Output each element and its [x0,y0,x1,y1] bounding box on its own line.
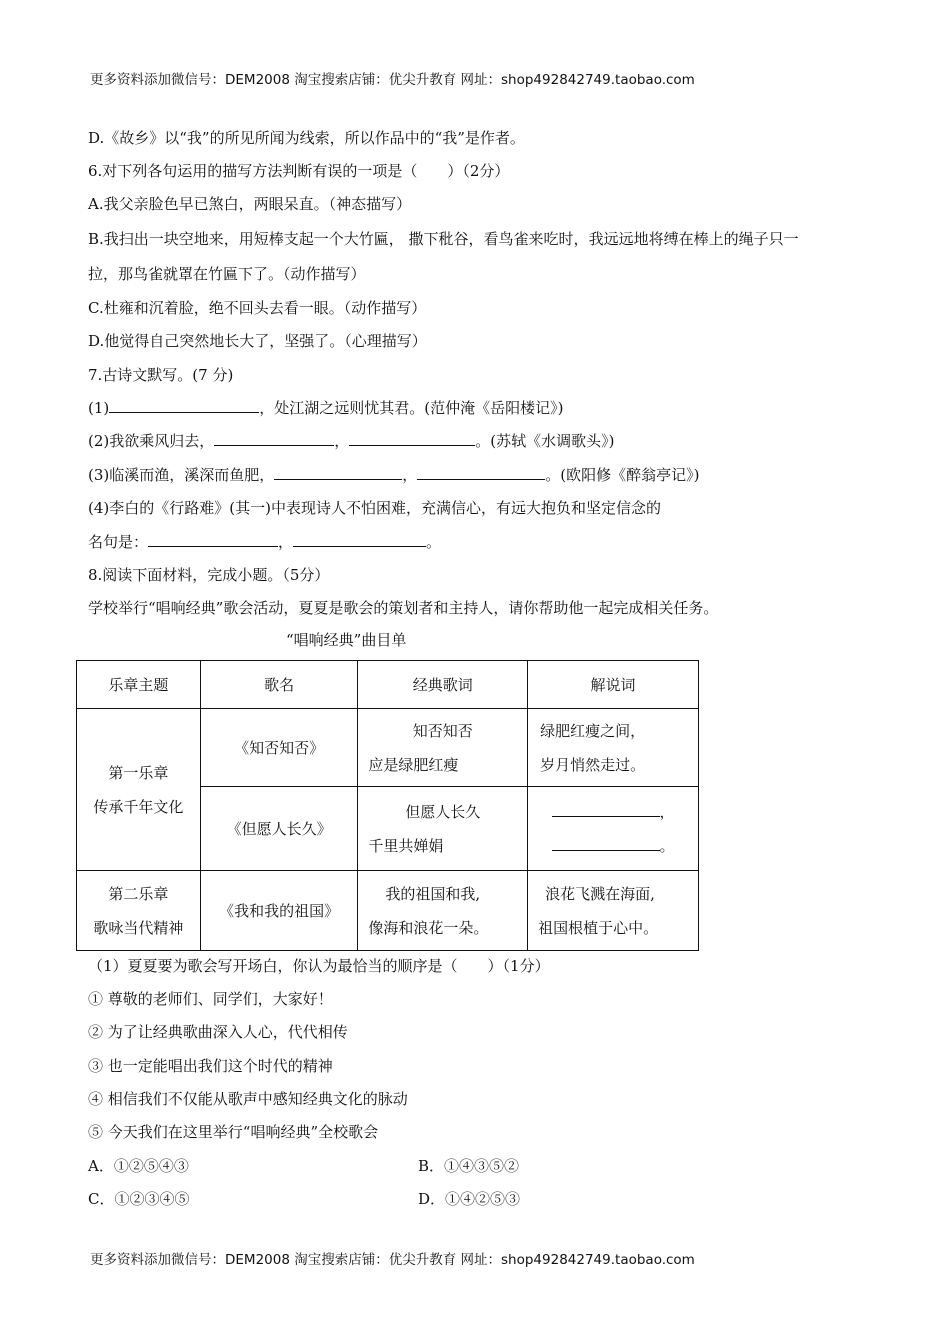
q7-item-2-comma: ， [334,432,350,450]
chapter-line: 第一乐章 [108,763,169,782]
song-list-table [76,660,699,951]
answer-blank[interactable] [148,532,278,547]
table-row [77,709,699,787]
q8-intro: 学校举行“唱响经典”歌会活动，夏夏是歌会的策划者和主持人，请你帮助他一起完成相关任务。 [88,599,719,617]
q6-option-d: D.他觉得自己突然地长大了，坚强了。（心理描写） [88,332,427,350]
choice-a[interactable]: A．①②⑤④③ [88,1157,189,1175]
opening-sentence: ④ 相信我们不仅能从歌声中感知经典文化的脉动 [88,1090,408,1108]
table-header-row [77,661,699,709]
choice-d[interactable]: D．①④②⑤③ [418,1190,521,1208]
chapter-cell [77,871,201,951]
opening-sentence: ⑤ 今天我们在这里举行“唱响经典”全校歌会 [88,1123,379,1141]
lyric-line: 像海和浪花一朵。 [368,918,489,937]
q8-sub1-stem: （1）夏夏要为歌会写开场白，你认为最恰当的顺序是（ ）（1分） [88,957,550,975]
answer-blank[interactable] [417,465,545,480]
q7-stem: 7.古诗文默写。(7 分) [88,366,234,384]
choice-b[interactable]: B．①④③⑤② [418,1157,520,1175]
lyric-line: 千里共婵娟 [368,836,444,855]
commentary-cell [528,871,699,951]
song-name-cell: 《知否知否》 [200,709,358,787]
opening-sentence: ③ 也一定能唱出我们这个时代的精神 [88,1057,333,1075]
commentary-line: 祖国根植于心中。 [538,918,659,937]
q6-option-c: C.杜雍和沉着脸，绝不回头去看一眼。（动作描写） [88,299,427,317]
q5-option-d: D.《故乡》以“我”的所见所闻为线索，所以作品中的“我”是作者。 [88,129,525,147]
lyric-line: 应是绿肥红瘦 [368,755,459,774]
q7-item-3-prefix: (3)临溪而渔，溪深而鱼肥， [88,466,275,484]
commentary-blank-line [528,795,698,829]
commentary-punct: ， [659,802,675,821]
q7-item-4-prefix: 名句是： [88,533,149,551]
q7-item-1-text: ，处江湖之远则忧其君。(范仲淹《岳阳楼记》) [259,399,564,417]
header-cell: 解说词 [528,661,699,709]
q7-item-3 [88,465,699,485]
commentary-line: 浪花飞溅在海面, [545,884,655,903]
answer-blank[interactable] [214,431,334,446]
q7-item-3-comma: ， [402,466,418,484]
q8-stem: 8.阅读下面材料，完成小题。（5分） [88,566,330,584]
q7-item-1-number: (1) [88,399,110,417]
q7-item-2 [88,431,614,451]
q7-item-4-comma: ， [278,533,294,551]
commentary-punct: 。 [659,836,675,855]
lyric-line: 知否知否 [412,721,473,740]
lyric-line: 我的祖国和我, [385,884,481,903]
choice-c[interactable]: C．①②③④⑤ [88,1190,190,1208]
song-name-cell: 《我和我的祖国》 [200,871,358,951]
song-name-cell: 《但愿人长久》 [200,787,358,871]
q6-option-b-line1: B.我扫出一块空地来，用短棒支起一个大竹匾， 撒下秕谷，看鸟雀来吃时，我远远地将缚在棒上的绳子只一 [88,230,799,248]
answer-blank[interactable] [552,836,660,851]
header-cell: 乐章主题 [77,661,201,709]
commentary-line: 岁月悄然走过。 [540,755,646,774]
commentary-line: 绿肥红瘦之间， [540,721,646,740]
q6-option-a: A.我父亲脸色早已煞白，两眼呆直。（神态描写） [88,195,412,213]
answer-blank[interactable] [109,398,259,413]
q7-item-4-line2 [88,532,441,552]
q7-item-2-prefix: (2)我欲乘风归去， [88,432,215,450]
table-row [77,871,699,951]
commentary-cell [528,709,699,787]
q6-stem: 6.对下列各句运用的描写方法判断有误的一项是（ ）（2分） [88,162,510,180]
chapter-line: 歌咏当代精神 [93,918,184,937]
chapter-cell [77,709,201,871]
q7-item-1 [88,398,563,418]
q7-item-4-line1: (4)李白的《行路难》(其一)中表现诗人不怕困难，充满信心，有远大抱负和坚定信念的 [88,499,661,517]
table-title: “唱响经典”曲目单 [286,631,407,649]
opening-sentence: ② 为了让经典歌曲深入人心，代代相传 [88,1023,348,1041]
chapter-line: 传承千年文化 [93,797,184,816]
q7-item-4-end: 。 [426,533,442,551]
q6-option-b-line2: 拉，那鸟雀就罩在竹匾下了。（动作描写） [88,265,366,283]
answer-blank[interactable] [274,465,402,480]
header-cell: 歌名 [200,661,358,709]
lyric-cell [358,787,528,871]
lyric-line: 但愿人长久 [405,802,481,821]
lyric-cell [358,709,528,787]
opening-sentence: ① 尊敬的老师们、同学们，大家好！ [88,990,333,1008]
commentary-cell [528,787,699,871]
q7-item-2-end: 。(苏轼《水调歌头》) [475,432,615,450]
header-cell: 经典歌词 [358,661,528,709]
page-header: 更多资料添加微信号：DEM2008 淘宝搜索店铺：优尖升教育 网址：shop492842749.taobao.com [90,72,695,88]
answer-blank[interactable] [349,431,475,446]
page-footer: 更多资料添加微信号：DEM2008 淘宝搜索店铺：优尖升教育 网址：shop492842749.taobao.com [90,1252,695,1268]
q7-item-3-end: 。(欧阳修《醉翁亭记》) [545,466,700,484]
lyric-cell [358,871,528,951]
answer-blank[interactable] [293,532,426,547]
commentary-blank-line [528,829,698,863]
chapter-line: 第二乐章 [108,884,169,903]
answer-blank[interactable] [552,802,660,817]
